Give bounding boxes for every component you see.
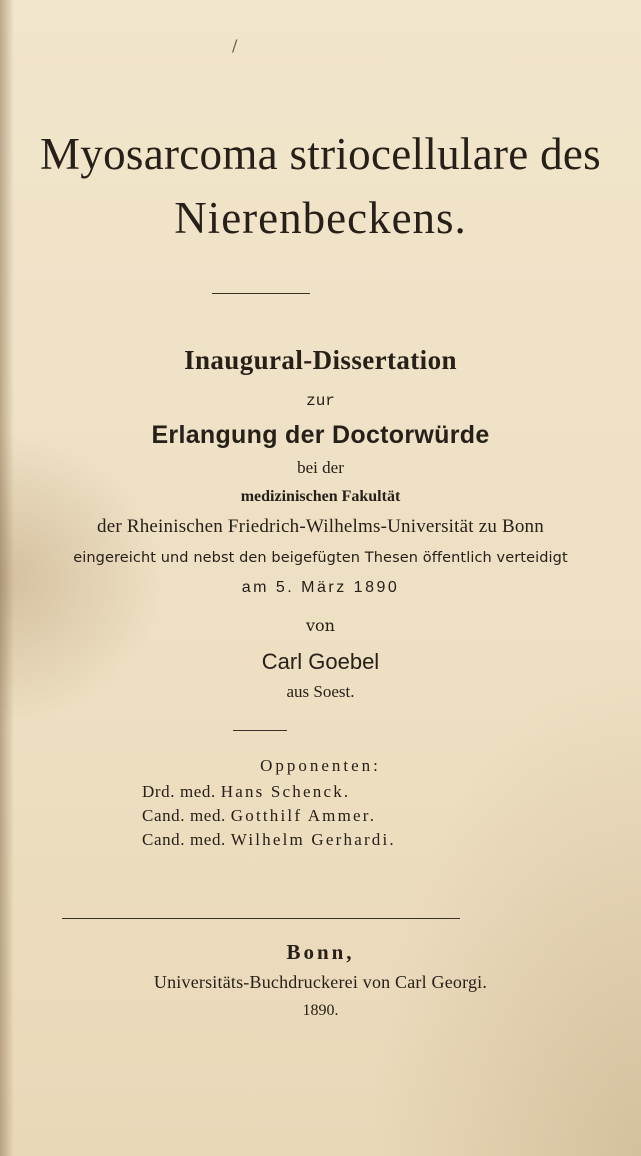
submission-text: eingereicht und nebst den beigefügten Thesen öffentlich verteidigt [73,550,568,566]
opponent-name: Hans Schenck. [220,782,351,801]
opponent-name: Wilhelm Gerhardi. [230,830,396,849]
divider-top [212,293,310,294]
imprint-printer: Universitäts-Buchdruckerei von Carl Georgi. [153,972,488,992]
opponent-name: Gotthilf Ammer. [230,806,377,825]
opponent-title: Cand. med. [142,830,226,849]
imprint-city: Bonn, [286,940,355,964]
dissertation-heading: Inaugural-Dissertation [184,345,457,375]
zur-text: zur [306,392,335,410]
opponent-item [142,804,396,828]
author-origin: aus Soest. [286,682,355,701]
faculty-text: medizinischen Fakultät [240,488,401,505]
bei-der-text: bei der [297,458,344,477]
opponent-item [142,828,396,852]
von-text: von [306,616,335,635]
opponents-list [142,780,396,852]
divider-middle [233,730,287,731]
date-text: am 5. März 1890 [241,579,400,596]
pencil-mark: / [232,36,238,55]
university-text: der Rheinischen Friedrich-Wilhelms-Universität zu Bonn [97,516,544,537]
title-line-1: Myosarcoma striocellulare des [39,129,601,179]
opponent-item [142,780,396,804]
divider-bottom [62,918,460,919]
opponent-title: Cand. med. [142,806,226,825]
author-name: Carl Goebel [261,649,380,674]
opponents-heading: Opponenten: [260,756,381,775]
title-line-2: Nierenbeckens. [174,193,467,243]
imprint-year: 1890. [302,1002,339,1019]
opponent-title: Drd. med. [142,782,216,801]
erlangung-text: Erlangung der Doctorwürde [151,421,490,449]
